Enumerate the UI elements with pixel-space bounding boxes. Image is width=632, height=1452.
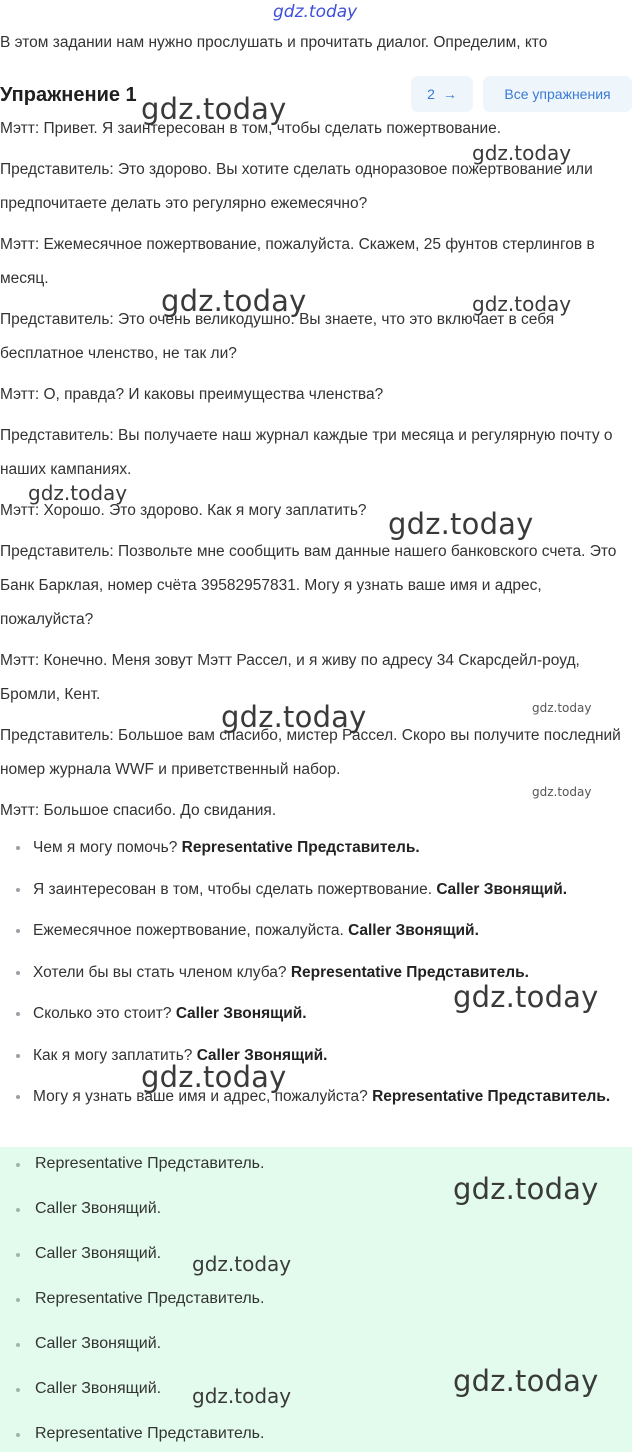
answer-text: Caller Звонящий. bbox=[35, 1200, 162, 1217]
answer-item bbox=[35, 1245, 161, 1263]
list-item bbox=[0, 1080, 632, 1114]
question-answer: Caller Звонящий. bbox=[436, 880, 568, 898]
question-text: Ежемесячное пожертвование, пожалуйста. bbox=[33, 922, 344, 939]
answer-item bbox=[35, 1425, 264, 1443]
dialogue-line: Мэтт: Ежемесячное пожертвование, пожалуйста. Скажем, 25 фунтов стерлингов в месяц. bbox=[0, 236, 595, 287]
next-exercise-button[interactable] bbox=[411, 76, 473, 112]
watermark: gdz.today bbox=[192, 1252, 292, 1276]
answer-item bbox=[35, 1290, 264, 1308]
all-exercises-button[interactable]: Все упражнения bbox=[483, 76, 632, 112]
questions-list bbox=[0, 831, 632, 1122]
dialogue bbox=[0, 119, 632, 835]
question-text: Сколько это стоит? bbox=[33, 1005, 172, 1022]
answer-text: Caller Звонящий. bbox=[35, 1380, 162, 1397]
next-exercise-label: 2 bbox=[427, 86, 435, 102]
dialogue-line: Представитель: Вы получаете наш журнал каждые три месяца и регулярную почту о наших кампаниях. bbox=[0, 427, 613, 478]
watermark: gdz.today bbox=[221, 700, 367, 734]
bullet-icon bbox=[16, 1095, 20, 1099]
dialogue-line: Мэтт: Большое спасибо. До свидания. bbox=[0, 802, 277, 819]
question-text: Я заинтересован в том, чтобы сделать пожертвование. bbox=[33, 880, 433, 898]
question-answer: Caller Звонящий. bbox=[196, 1046, 328, 1064]
answer-item bbox=[35, 1380, 161, 1398]
watermark: gdz.today bbox=[141, 92, 287, 126]
bullet-icon bbox=[16, 1433, 20, 1437]
answer-item bbox=[35, 1335, 161, 1353]
intro-text: В этом задании нам нужно прослушать и прочитать диалог. Определим, кто bbox=[0, 34, 548, 51]
bullet-icon bbox=[16, 1163, 20, 1167]
question-text: Как я могу заплатить? bbox=[33, 1046, 193, 1064]
list-item bbox=[0, 873, 632, 907]
watermark: gdz.today bbox=[28, 481, 128, 505]
answer-text: Caller Звонящий. bbox=[35, 1245, 162, 1262]
answer-item bbox=[35, 1155, 264, 1173]
dialogue-line: Мэтт: Хорошо. Это здорово. Как я могу заплатить? bbox=[0, 502, 367, 519]
answer-text: Representative Представитель. bbox=[35, 1155, 265, 1172]
bullet-icon bbox=[16, 1253, 20, 1257]
bullet-icon bbox=[16, 846, 20, 850]
watermark: gdz.today bbox=[141, 1060, 287, 1094]
answers-block bbox=[0, 1147, 632, 1452]
bullet-icon bbox=[16, 1054, 20, 1058]
arrow-right-icon: → bbox=[442, 86, 457, 102]
answer-text: Caller Звонящий. bbox=[35, 1335, 162, 1352]
question-text: Могу я узнать ваше имя и адрес, пожалуйста? bbox=[33, 1088, 368, 1105]
bullet-icon bbox=[16, 971, 20, 975]
watermark: gdz.today bbox=[273, 2, 358, 22]
watermark: gdz.today bbox=[453, 1172, 599, 1206]
watermark: gdz.today bbox=[453, 1364, 599, 1398]
watermark: gdz.today bbox=[161, 284, 307, 318]
bullet-icon bbox=[16, 929, 20, 933]
bullet-icon bbox=[16, 1343, 20, 1347]
watermark: gdz.today bbox=[453, 980, 599, 1014]
question-answer: Representative Представитель. bbox=[372, 1088, 611, 1105]
question-answer: Caller Звонящий. bbox=[348, 922, 479, 939]
list-item bbox=[0, 956, 632, 990]
bullet-icon bbox=[16, 1012, 20, 1016]
bullet-icon bbox=[16, 1388, 20, 1392]
dialogue-line: Мэтт: О, правда? И каковы преимущества членства? bbox=[0, 386, 384, 403]
question-answer: Representative Представитель. bbox=[290, 963, 529, 981]
dialogue-line: Представитель: Это здорово. Вы хотите сделать одноразовое пожертвование или предпочитаете делать это регулярно ежемесячно? bbox=[0, 161, 593, 212]
list-item bbox=[0, 914, 632, 948]
watermark: gdz.today bbox=[192, 1384, 292, 1408]
bullet-icon bbox=[16, 888, 20, 892]
bullet-icon bbox=[16, 1208, 20, 1212]
exercise-title: Упражнение 1 bbox=[0, 84, 137, 106]
watermark: gdz.today bbox=[532, 785, 592, 799]
answer-item bbox=[35, 1200, 161, 1218]
dialogue-line: Мэтт: Привет. Я заинтересован в том, чтобы сделать пожертвование. bbox=[0, 120, 502, 137]
question-answer: Representative Представитель. bbox=[181, 839, 420, 856]
question-text: Хотели бы вы стать членом клуба? bbox=[33, 963, 287, 981]
dialogue-line: Представитель: Большое вам спасибо, мистер Рассел. Скоро вы получите последний номер журнала WWF и приветственный набор. bbox=[0, 727, 621, 778]
answer-text: Representative Представитель. bbox=[35, 1290, 265, 1307]
bullet-icon bbox=[16, 1298, 20, 1302]
watermark: gdz.today bbox=[532, 701, 592, 715]
list-item bbox=[0, 831, 632, 865]
watermark: gdz.today bbox=[472, 141, 572, 165]
dialogue-line: Представитель: Позвольте мне сообщить вам данные нашего банковского счета. Это Банк Барклая, номер счёта 39582957831. Могу я узнать ваше имя и адрес, пожалуйста? bbox=[0, 543, 617, 628]
question-answer: Caller Звонящий. bbox=[175, 1005, 307, 1022]
question-text: Чем я могу помочь? bbox=[33, 839, 178, 856]
list-item bbox=[0, 1039, 632, 1073]
dialogue-line: Мэтт: Конечно. Меня зовут Мэтт Рассел, и я живу по адресу 34 Скарсдейл-роуд, Бромли, Кент. bbox=[0, 652, 580, 703]
list-item bbox=[0, 997, 632, 1031]
watermark: gdz.today bbox=[388, 507, 534, 541]
answer-text: Representative Представитель. bbox=[35, 1425, 265, 1442]
dialogue-line: Представитель: Это очень великодушно. Вы знаете, что это включает в себя бесплатное членство, не так ли? bbox=[0, 311, 555, 362]
watermark: gdz.today bbox=[472, 292, 572, 316]
